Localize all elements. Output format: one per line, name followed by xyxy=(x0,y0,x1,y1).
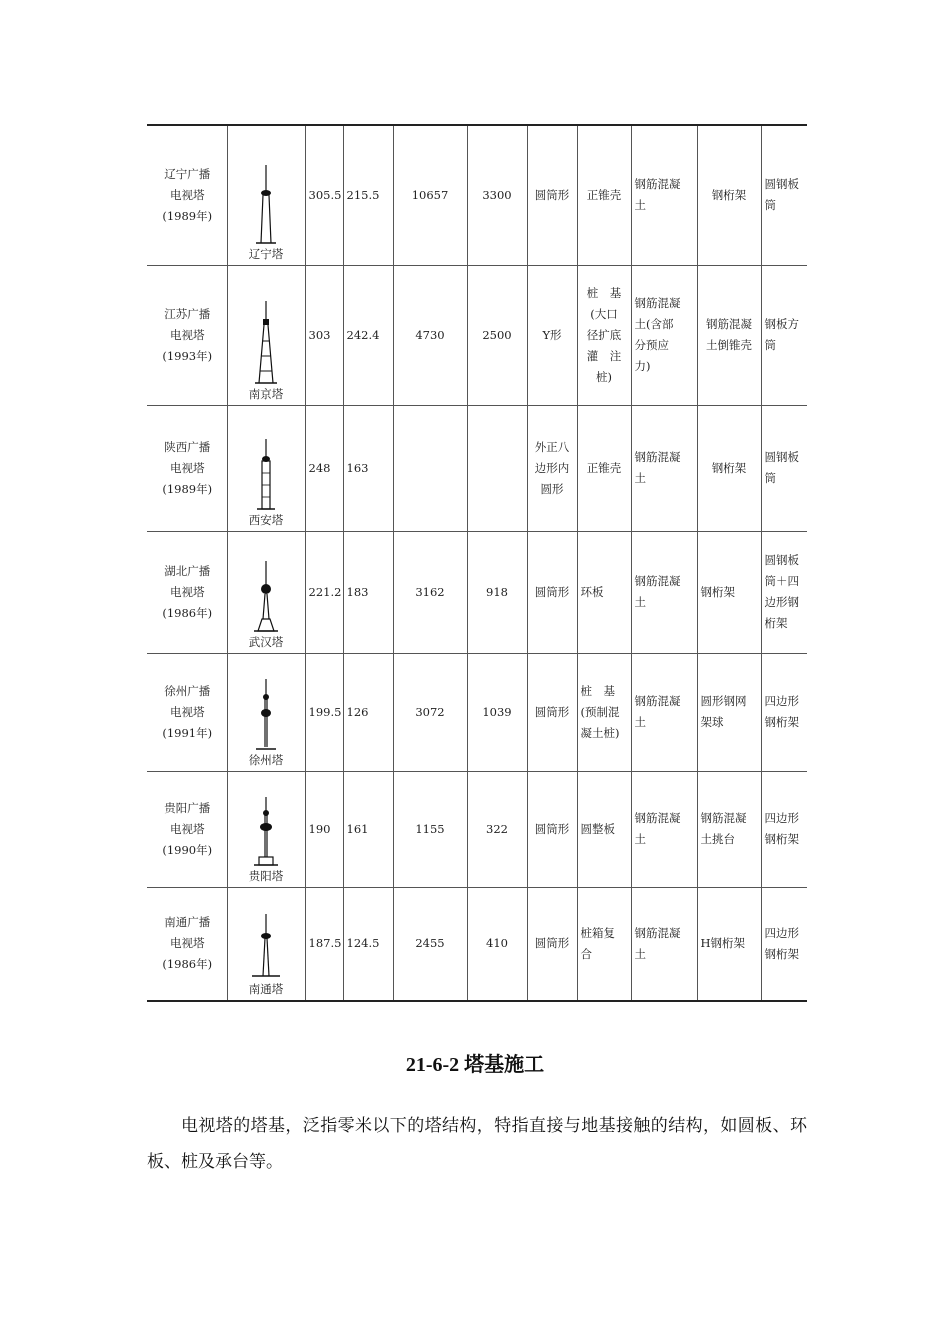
tower-label: 武汉塔 xyxy=(248,634,284,649)
mast-value: 钢板方 筒 xyxy=(761,265,807,405)
foundation-value: 桩 基 (预制混 凝土桩) xyxy=(577,653,631,771)
table-row xyxy=(147,771,807,887)
table-row xyxy=(147,265,807,405)
tower-silhouette-icon xyxy=(246,439,286,511)
tower-table-container xyxy=(147,124,807,1004)
deck-height-value: 215.5 xyxy=(343,125,393,265)
table-row xyxy=(147,405,807,531)
tower-cell xyxy=(227,405,305,531)
tower-silhouette-icon xyxy=(246,301,286,385)
tower-silhouette-icon xyxy=(246,165,286,245)
mast-value: 四边形 钢桁架 xyxy=(761,887,807,1001)
tower-table xyxy=(147,124,807,1002)
section-title: 21-6-2 塔基施工 xyxy=(405,1054,545,1076)
tower-cell xyxy=(227,125,305,265)
foundation-value: 圆整板 xyxy=(577,771,631,887)
table-row xyxy=(147,125,807,265)
shape-value: 圆筒形 xyxy=(527,887,577,1001)
mast-value: 圆钢板 筒 xyxy=(761,125,807,265)
foundation-value: 桩 基 (大口 径扩底 灌 注 桩) xyxy=(577,265,631,405)
material-value: 钢筋混凝 土 xyxy=(631,887,697,1001)
tower-cell xyxy=(227,531,305,653)
shape-value: 圆筒形 xyxy=(527,771,577,887)
station-name: 南通广播 电视塔 (1986年) xyxy=(147,887,227,1001)
height-value: 190 xyxy=(305,771,343,887)
tower-cell xyxy=(227,887,305,1001)
antenna-value: 钢桁架 xyxy=(697,405,761,531)
tower-label: 贵阳塔 xyxy=(248,868,284,883)
mast-value: 四边形 钢桁架 xyxy=(761,771,807,887)
tower-cell xyxy=(227,771,305,887)
station-name: 辽宁广播 电视塔 (1989年) xyxy=(147,125,227,265)
volume-value: 322 xyxy=(467,771,527,887)
volume-value: 918 xyxy=(467,531,527,653)
station-name: 徐州广播 电视塔 (1991年) xyxy=(147,653,227,771)
station-name: 湖北广播 电视塔 (1986年) xyxy=(147,531,227,653)
antenna-value: 圆形钢网 架球 xyxy=(697,653,761,771)
table-row xyxy=(147,531,807,653)
height-value: 199.5 xyxy=(305,653,343,771)
height-value: 303 xyxy=(305,265,343,405)
table-row xyxy=(147,653,807,771)
shape-value: 圆筒形 xyxy=(527,125,577,265)
antenna-value: 钢筋混凝 土倒锥壳 xyxy=(697,265,761,405)
foundation-value: 正锥壳 xyxy=(577,125,631,265)
area-value: 10657 xyxy=(393,125,467,265)
area-value: 4730 xyxy=(393,265,467,405)
volume-value: 1039 xyxy=(467,653,527,771)
antenna-value: 钢桁架 xyxy=(697,125,761,265)
tower-silhouette-icon xyxy=(246,561,286,633)
station-name: 江苏广播 电视塔 (1993年) xyxy=(147,265,227,405)
mast-value: 圆钢板 筒 xyxy=(761,405,807,531)
tower-label: 徐州塔 xyxy=(248,752,284,767)
area-value: 2455 xyxy=(393,887,467,1001)
foundation-value: 环板 xyxy=(577,531,631,653)
area-value xyxy=(393,405,467,531)
table-row xyxy=(147,887,807,1001)
tower-label: 西安塔 xyxy=(248,512,284,527)
tower-cell xyxy=(227,653,305,771)
deck-height-value: 161 xyxy=(343,771,393,887)
area-value: 3072 xyxy=(393,653,467,771)
deck-height-value: 183 xyxy=(343,531,393,653)
deck-height-value: 163 xyxy=(343,405,393,531)
section-paragraph: 电视塔的塔基，泛指零米以下的塔结构，特指直接与地基接触的结构，如圆板、环板、桩及承台等。 xyxy=(147,1116,807,1172)
station-name: 贵阳广播 电视塔 (1990年) xyxy=(147,771,227,887)
material-value: 钢筋混凝 土 xyxy=(631,653,697,771)
height-value: 305.5 xyxy=(305,125,343,265)
height-value: 187.5 xyxy=(305,887,343,1001)
shape-value: 圆筒形 xyxy=(527,531,577,653)
foundation-value: 正锥壳 xyxy=(577,405,631,531)
antenna-value: 钢桁架 xyxy=(697,531,761,653)
deck-height-value: 126 xyxy=(343,653,393,771)
shape-value: 外正八 边形内 圆形 xyxy=(527,405,577,531)
deck-height-value: 242.4 xyxy=(343,265,393,405)
shape-value: 圆筒形 xyxy=(527,653,577,771)
shape-value: Y形 xyxy=(527,265,577,405)
station-name: 陕西广播 电视塔 (1989年) xyxy=(147,405,227,531)
height-value: 248 xyxy=(305,405,343,531)
deck-height-value: 124.5 xyxy=(343,887,393,1001)
material-value: 钢筋混凝 土(含部 分预应 力) xyxy=(631,265,697,405)
area-value: 1155 xyxy=(393,771,467,887)
mast-value: 四边形 钢桁架 xyxy=(761,653,807,771)
material-value: 钢筋混凝 土 xyxy=(631,531,697,653)
area-value: 3162 xyxy=(393,531,467,653)
antenna-value: 钢筋混凝 土挑台 xyxy=(697,771,761,887)
height-value: 221.2 xyxy=(305,531,343,653)
volume-value xyxy=(467,405,527,531)
foundation-value: 桩箱复 合 xyxy=(577,887,631,1001)
mast-value: 圆钢板 筒＋四 边形钢 桁架 xyxy=(761,531,807,653)
tower-silhouette-icon xyxy=(246,679,286,751)
material-value: 钢筋混凝 土 xyxy=(631,125,697,265)
volume-value: 410 xyxy=(467,887,527,1001)
tower-label: 辽宁塔 xyxy=(248,246,284,261)
tower-cell xyxy=(227,265,305,405)
tower-silhouette-icon xyxy=(246,914,286,980)
material-value: 钢筋混凝 土 xyxy=(631,771,697,887)
tower-label: 南京塔 xyxy=(248,386,284,401)
material-value: 钢筋混凝 土 xyxy=(631,405,697,531)
volume-value: 2500 xyxy=(467,265,527,405)
tower-silhouette-icon xyxy=(246,797,286,867)
volume-value: 3300 xyxy=(467,125,527,265)
tower-label: 南通塔 xyxy=(248,982,284,996)
antenna-value: H钢桁架 xyxy=(697,887,761,1001)
